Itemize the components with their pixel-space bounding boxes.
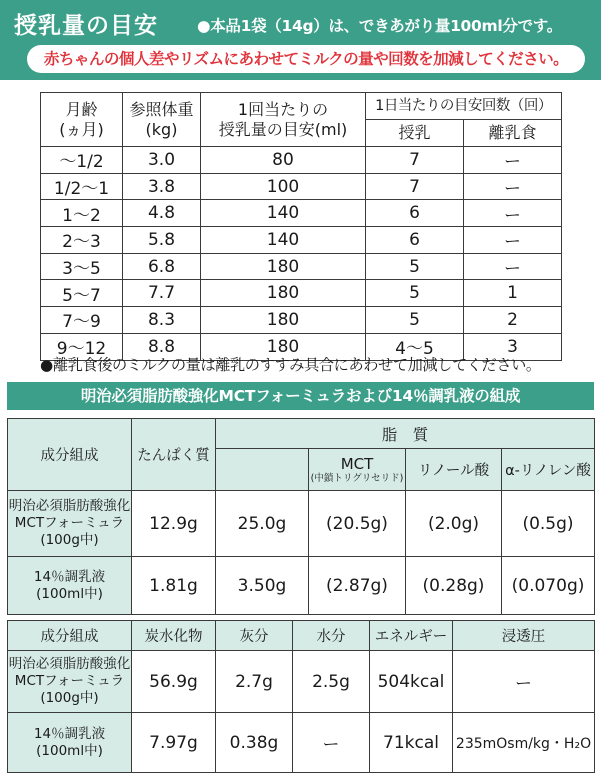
table-cell: 1/2～1 <box>41 173 123 200</box>
table-cell: 80 <box>201 147 366 174</box>
osmolality-header: 浸透圧 <box>453 621 595 651</box>
table-cell: 3 <box>464 333 562 360</box>
carb-header: 炭水化物 <box>132 621 216 651</box>
table-row <box>8 491 595 557</box>
table-cell: 2.7g <box>216 651 293 713</box>
table-cell: ～1/2 <box>41 147 123 174</box>
table-cell: 6 <box>366 227 464 254</box>
table-cell: (kg) <box>145 119 178 139</box>
alpha-linolenic-header: α-リノレン酸 <box>502 449 595 491</box>
table-cell: 14％調乳液 <box>33 568 106 585</box>
table-cell: 4～5 <box>366 333 464 360</box>
table-header-row <box>41 93 562 120</box>
table-cell: 5 <box>366 280 464 307</box>
table-cell: (0.5g) <box>502 491 595 557</box>
table-cell: 3～5 <box>41 253 123 280</box>
table-cell: 明治必須脂肪酸強化 <box>8 656 131 672</box>
fat-total-header <box>216 449 309 491</box>
table-cell: 1～2 <box>41 200 123 227</box>
table-cell: 56.9g <box>132 651 216 713</box>
table-cell: 71kcal <box>370 713 453 773</box>
table-row <box>41 200 562 227</box>
table-cell: ー <box>464 200 562 227</box>
table-row <box>8 713 595 773</box>
col-weight-header <box>123 93 201 147</box>
table-cell: 7 <box>366 147 464 174</box>
table-cell: 6 <box>366 200 464 227</box>
table-cell: ー <box>453 651 595 713</box>
component-header: 成分組成 <box>8 419 132 491</box>
table-row <box>41 253 562 280</box>
col-age-header <box>41 93 123 147</box>
composition-table-1 <box>7 418 595 615</box>
protein-header: たんぱく質 <box>132 419 216 491</box>
table-cell: ー <box>464 173 562 200</box>
table-row <box>41 227 562 254</box>
table-header-row <box>8 621 595 651</box>
table-cell: 7 <box>366 173 464 200</box>
table-cell: (100g中) <box>40 690 99 706</box>
table-cell: 180 <box>201 333 366 360</box>
table-row <box>8 557 595 615</box>
table-cell: (100g中) <box>40 532 99 548</box>
table-cell: 100 <box>201 173 366 200</box>
table-cell: ー <box>293 713 370 773</box>
table-cell: 7.7 <box>123 280 201 307</box>
table-cell: 1 <box>464 280 562 307</box>
feeding-table <box>40 92 562 361</box>
fat-header: 脂 質 <box>216 419 595 449</box>
table-cell: (100ml中) <box>36 585 103 602</box>
table-cell: 4.8 <box>123 200 201 227</box>
table-cell: 8.8 <box>123 333 201 360</box>
composition-table-2 <box>7 620 595 773</box>
table-cell: 25.0g <box>216 491 309 557</box>
table-cell: 0.38g <box>216 713 293 773</box>
table-cell: (100ml中) <box>36 742 103 759</box>
ash-header: 灰分 <box>216 621 293 651</box>
table-cell: 3.50g <box>216 557 309 615</box>
table-cell: ー <box>464 227 562 254</box>
table-cell: 5 <box>366 253 464 280</box>
table-cell: 2 <box>464 307 562 334</box>
linoleic-header: リノール酸 <box>406 449 502 491</box>
col-amount-header <box>201 93 366 147</box>
table-cell: 235mOsm/kg・H₂O <box>453 713 595 773</box>
table-cell: (20.5g) <box>309 491 406 557</box>
table-cell: 授乳量の目安(ml) <box>218 119 348 139</box>
col-daily-header: 1日当たりの目安回数（回） <box>366 93 562 120</box>
table-cell: MCTフォーミュラ <box>14 515 125 531</box>
table-cell: 5.8 <box>123 227 201 254</box>
component-header: 成分組成 <box>8 621 132 651</box>
table-row <box>41 147 562 174</box>
table-cell: 1回当たりの <box>237 99 329 119</box>
table-cell: 7.97g <box>132 713 216 773</box>
table-cell: 3.0 <box>123 147 201 174</box>
footnote: ●離乳食後のミルクの量は離乳のすすみ具合にあわせて加減してください。 <box>40 356 541 374</box>
table-cell: 1.81g <box>132 557 216 615</box>
table-cell: ー <box>464 253 562 280</box>
table-cell: (0.28g) <box>406 557 502 615</box>
table-cell: 5 <box>366 307 464 334</box>
row-label <box>8 651 132 713</box>
table-cell: (2.87g) <box>309 557 406 615</box>
table-cell: MCTフォーミュラ <box>14 673 125 689</box>
row-label <box>8 713 132 773</box>
table-header-row <box>8 419 595 449</box>
table-cell: 9～12 <box>41 333 123 360</box>
water-header: 水分 <box>293 621 370 651</box>
table-row <box>41 307 562 334</box>
table-cell: 180 <box>201 280 366 307</box>
table-cell: (0.070g) <box>502 557 595 615</box>
table-cell: 3.8 <box>123 173 201 200</box>
table-row <box>41 280 562 307</box>
table-cell: 140 <box>201 200 366 227</box>
table-cell: 140 <box>201 227 366 254</box>
col-food-header: 離乳食 <box>464 120 562 147</box>
row-label <box>8 557 132 615</box>
col-milk-header: 授乳 <box>366 120 464 147</box>
header-banner <box>0 0 601 80</box>
table-cell: 180 <box>201 307 366 334</box>
table-cell: 504kcal <box>370 651 453 713</box>
table-cell: 月齢 <box>65 99 98 119</box>
table-cell: MCT <box>340 454 374 473</box>
table-cell: (2.0g) <box>406 491 502 557</box>
table-cell: (中鎖トリグリセリド) <box>310 472 404 484</box>
table-cell: 5～7 <box>41 280 123 307</box>
table-cell: 6.8 <box>123 253 201 280</box>
page-title: 授乳量の目安 <box>14 13 158 39</box>
table-cell: 14％調乳液 <box>33 725 106 742</box>
table-cell: 12.9g <box>132 491 216 557</box>
table-row <box>41 173 562 200</box>
row-label <box>8 491 132 557</box>
energy-header: エネルギー <box>370 621 453 651</box>
table-row <box>8 651 595 713</box>
table-cell: ー <box>464 147 562 174</box>
table-cell: (ヵ月) <box>59 119 104 139</box>
mct-header <box>309 449 406 491</box>
table-cell: 2～3 <box>41 227 123 254</box>
notice-pill: 赤ちゃんの個人差やリズムにあわせてミルクの量や回数を加減してください。 <box>27 45 585 73</box>
table-cell: 7～9 <box>41 307 123 334</box>
composition-title: 明治必須脂肪酸強化MCTフォーミュラおよび14％調乳液の組成 <box>7 382 594 410</box>
table-cell: 180 <box>201 253 366 280</box>
header-note: ●本品1袋（14g）は、できあがり量100ml分です。 <box>197 17 562 35</box>
table-cell: 8.3 <box>123 307 201 334</box>
table-cell: 明治必須脂肪酸強化 <box>8 498 131 514</box>
table-cell: 参照体重 <box>129 99 194 119</box>
table-cell: 2.5g <box>293 651 370 713</box>
